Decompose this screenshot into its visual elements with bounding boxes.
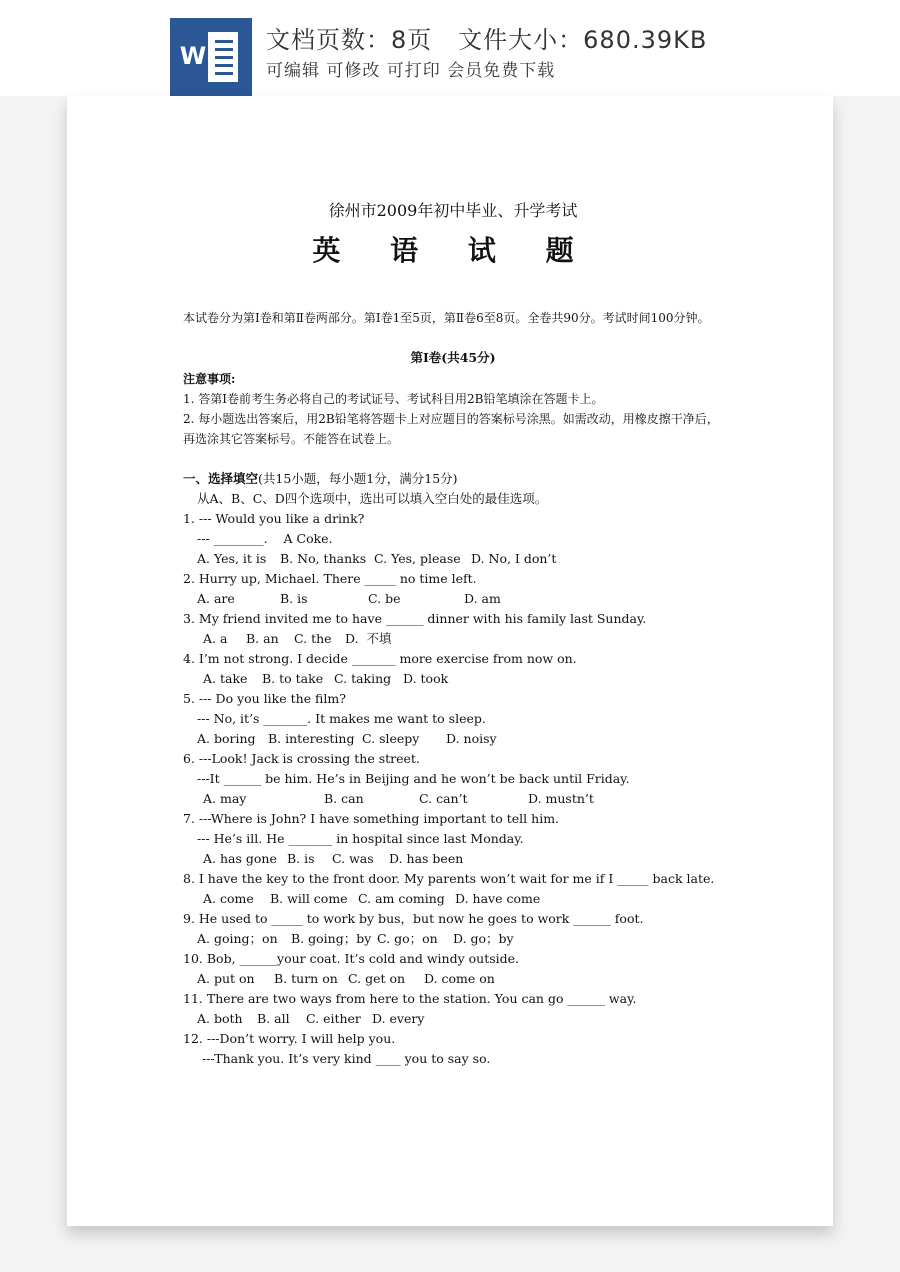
question-line: 12. ---Don’t worry. I will help you. <box>183 1031 396 1046</box>
answer-option: C. sleepy <box>362 731 420 746</box>
answer-option: A. has gone <box>203 851 277 866</box>
question-line: 3. My friend invited me to have ______ dinner with his family last Sunday. <box>183 611 647 626</box>
option-row <box>183 789 723 809</box>
option-row <box>183 1009 723 1029</box>
answer-option: A. a <box>203 631 228 646</box>
question-line: 1. --- Would you like a drink? <box>183 511 365 526</box>
answer-option: B. to take <box>262 671 324 686</box>
answer-option: C. the <box>294 631 332 646</box>
question-line: 6. ---Look! Jack is crossing the street. <box>183 751 420 766</box>
notes-block <box>183 369 723 449</box>
answer-option: B. going；by <box>291 931 372 946</box>
answer-option: A. both <box>197 1011 243 1026</box>
note-item: 2. 每小题选出答案后，用2B铅笔将答题卡上对应题目的答案标号涂黑。如需改动，用橡皮擦干净后，再选涂其它答案标号。不能答在试卷上。 <box>183 412 719 446</box>
option-row <box>183 849 723 869</box>
exam-subtitle: 徐州市2009年初中毕业、升学考试 <box>328 201 578 220</box>
answer-option: D. has been <box>389 851 464 866</box>
answer-option: D. go；by <box>453 931 514 946</box>
word-document-icon <box>170 18 252 96</box>
question-line: --- No, it’s _______. It makes me want to sleep. <box>197 711 486 726</box>
answer-option: D. noisy <box>446 731 497 746</box>
question-line: 10. Bob, ______your coat. It’s cold and windy outside. <box>183 951 520 966</box>
answer-option: C. am coming <box>358 891 445 906</box>
answer-option: B. all <box>257 1011 290 1026</box>
answer-option: C. Yes, please <box>374 551 461 566</box>
question-line: --- He’s ill. He _______ in hospital since last Monday. <box>197 831 524 846</box>
answer-option: B. can <box>324 791 364 806</box>
answer-option: D. 不填 <box>345 631 392 646</box>
answer-option: D. come on <box>424 971 495 986</box>
question-line: --- ________. A Coke. <box>197 531 333 546</box>
answer-option: D. No, I don’t <box>471 551 557 566</box>
answer-option: C. either <box>306 1011 361 1026</box>
answer-option: B. No, thanks <box>280 551 367 566</box>
exam-intro: 本试卷分为第Ⅰ卷和第Ⅱ卷两部分。第Ⅰ卷1至5页，第Ⅱ卷6至8页。全卷共90分。考试时间100分钟。 <box>183 311 710 325</box>
question-line: 4. I’m not strong. I decide _______ more exercise from now on. <box>183 651 577 666</box>
answer-option: A. are <box>197 591 235 606</box>
option-row <box>183 889 723 909</box>
answer-option: C. taking <box>334 671 392 686</box>
answer-option: A. come <box>203 891 254 906</box>
answer-option: B. is <box>287 851 315 866</box>
section-title-bold: 一、选择填空 <box>183 471 259 486</box>
word-icon-letter: W <box>179 42 207 70</box>
question-line: 9. He used to _____ to work by bus，but now he goes to work ______ foot. <box>183 911 644 926</box>
section-title-rest: (共15小题，每小题1分，满分15分) <box>258 471 458 486</box>
answer-option: C. go；on <box>377 931 438 946</box>
option-row <box>183 929 723 949</box>
answer-option: A. take <box>203 671 248 686</box>
answer-option: A. Yes, it is <box>197 551 267 566</box>
question-list <box>183 509 723 1069</box>
option-row <box>183 729 723 749</box>
file-info: 文档页数：8页 文件大小：680.39KB <box>266 26 708 54</box>
answer-option: B. turn on <box>274 971 338 986</box>
option-row <box>183 589 723 609</box>
answer-option: C. can’t <box>419 791 468 806</box>
section-instruction: 从A、B、C、D四个选项中，选出可以填入空白处的最佳选项。 <box>197 491 548 506</box>
question-line: 2. Hurry up, Michael. There _____ no time left. <box>183 571 477 586</box>
answer-option: A. boring <box>197 731 256 746</box>
option-row <box>183 969 723 989</box>
answer-option: A. put on <box>197 971 255 986</box>
question-line: ---It ______ be him. He’s in Beijing and he won’t be back until Friday. <box>197 771 630 786</box>
answer-option: A. going；on <box>197 931 278 946</box>
answer-option: A. may <box>203 791 247 806</box>
answer-option: B. is <box>280 591 308 606</box>
answer-option: D. every <box>372 1011 425 1026</box>
answer-option: D. mustn’t <box>528 791 594 806</box>
answer-option: D. am <box>464 591 501 606</box>
answer-option: C. was <box>332 851 374 866</box>
exam-title: 英 语 试 题 <box>312 234 594 267</box>
question-line: 5. --- Do you like the film? <box>183 691 346 706</box>
option-row <box>183 629 723 649</box>
answer-option: D. took <box>403 671 449 686</box>
section-title <box>183 469 723 489</box>
section-multiple-choice <box>183 469 723 1069</box>
word-icon-page <box>208 32 238 82</box>
document-page <box>67 96 833 1226</box>
answer-option: C. get on <box>348 971 406 986</box>
question-line: 8. I have the key to the front door. My parents won’t wait for me if I _____ back late. <box>183 871 715 886</box>
answer-option: B. an <box>246 631 279 646</box>
option-row <box>183 549 723 569</box>
question-line: ---Thank you. It’s very kind ____ you to say so. <box>202 1051 491 1066</box>
option-row <box>183 669 723 689</box>
question-line: 11. There are two ways from here to the station. You can go ______ way. <box>183 991 637 1006</box>
answer-option: B. interesting <box>268 731 355 746</box>
note-item: 1. 答第Ⅰ卷前考生务必将自己的考试证号、考试科目用2B铅笔填涂在答题卡上。 <box>183 392 604 406</box>
question-line: 7. ---Where is John? I have something important to tell him. <box>183 811 560 826</box>
notes-title: 注意事项: <box>183 372 236 386</box>
file-features: 可编辑 可修改 可打印 会员免费下载 <box>266 61 556 81</box>
answer-option: D. have come <box>455 891 541 906</box>
part-heading: 第Ⅰ卷(共45分) <box>410 350 496 365</box>
header-banner <box>0 0 900 96</box>
answer-option: C. be <box>368 591 401 606</box>
answer-option: B. will come <box>270 891 348 906</box>
